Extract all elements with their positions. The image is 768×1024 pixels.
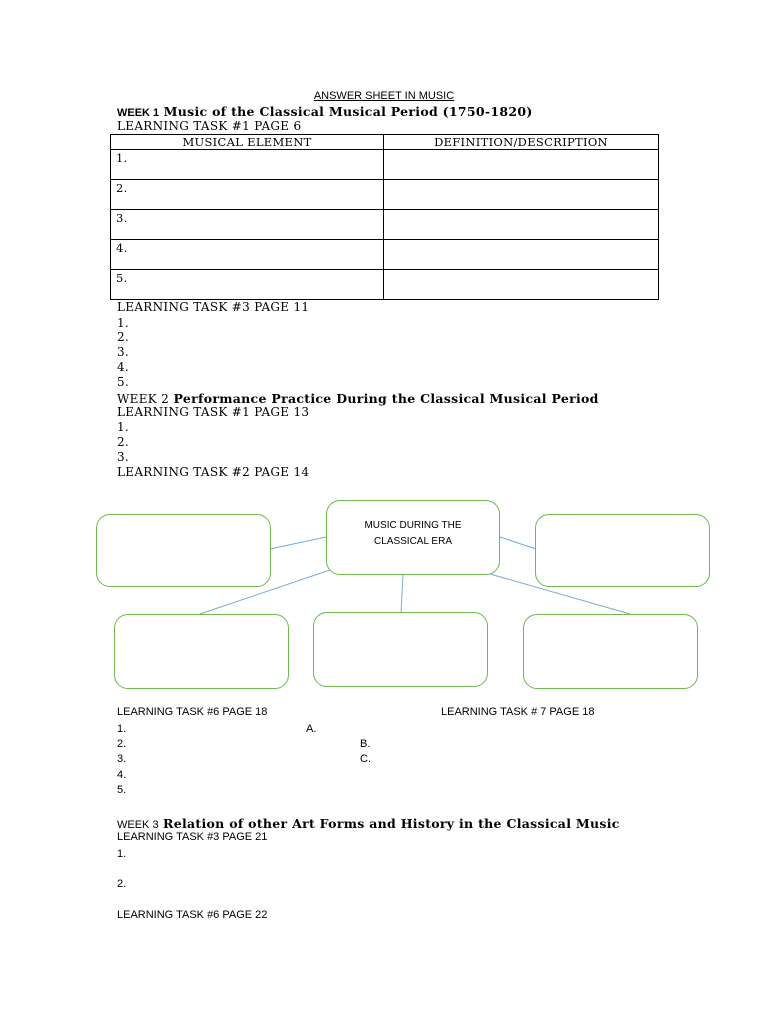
list-item: 1. [117,723,127,735]
row-number-cell: 1. [111,150,384,180]
row-number-cell: 4. [111,240,384,270]
list-item: 1. [117,420,130,434]
week3-task3-heading: LEARNING TASK #3 PAGE 21 [117,831,268,843]
week1-label: WEEK 1 [117,107,160,119]
list-item: 3. [117,753,127,765]
week2-label: WEEK 2 [117,392,170,406]
link-line [270,537,326,549]
row-number-cell: 2. [111,180,384,210]
list-item: 1. [117,848,127,860]
list-item: 2. [117,330,130,344]
concept-map-answer-box[interactable] [313,612,488,687]
list-item: 4. [117,360,130,374]
list-item: C. [360,753,371,765]
concept-map-center-box [326,500,500,575]
week1-task1-heading: LEARNING TASK #1 PAGE 6 [117,119,302,133]
list-item: 2. [117,878,127,890]
concept-map-answer-box[interactable] [535,514,710,587]
link-line [401,574,403,613]
list-item: 3. [117,450,130,464]
week3-task6-heading: LEARNING TASK #6 PAGE 22 [117,909,268,921]
list-item: 5. [117,375,130,389]
week2-task6-heading: LEARNING TASK #6 PAGE 18 [117,706,268,718]
column-header-definition: DEFINITION/DESCRIPTION [384,135,659,150]
list-item: 3. [117,345,130,359]
row-number-cell: 3. [111,210,384,240]
list-item: 2. [117,435,130,449]
list-item: 1. [117,316,130,330]
link-line [500,537,536,549]
list-item: B. [360,738,371,750]
concept-map-answer-box[interactable] [114,614,289,689]
list-item: 4. [117,769,127,781]
week2-task1-heading: LEARNING TASK #1 PAGE 13 [117,405,310,419]
row-number-cell: 5. [111,270,384,300]
week2-title: Performance Practice During the Classical Musical Period [173,391,599,406]
center-box-line1: MUSIC DURING THE [364,520,462,531]
week1-task3-heading: LEARNING TASK #3 PAGE 11 [117,300,310,314]
week3-label: WEEK 3 [117,819,159,831]
concept-map-answer-box[interactable] [523,614,698,689]
center-box-line2: CLASSICAL ERA [374,536,452,547]
week2-task2-heading: LEARNING TASK #2 PAGE 14 [117,465,310,479]
week1-title: Music of the Classical Musical Period (1750-1820) [163,104,533,119]
concept-map-answer-box[interactable] [96,514,271,587]
week2-task7-heading: LEARNING TASK # 7 PAGE 18 [441,706,595,718]
list-item: 2. [117,738,127,750]
list-item: A. [306,723,317,735]
page-title: ANSWER SHEET IN MUSIC [313,90,455,102]
week3-title: Relation of other Art Forms and History in the Classical Music [163,816,620,831]
list-item: 5. [117,784,127,796]
column-header-musical-element: MUSICAL ELEMENT [111,135,384,150]
